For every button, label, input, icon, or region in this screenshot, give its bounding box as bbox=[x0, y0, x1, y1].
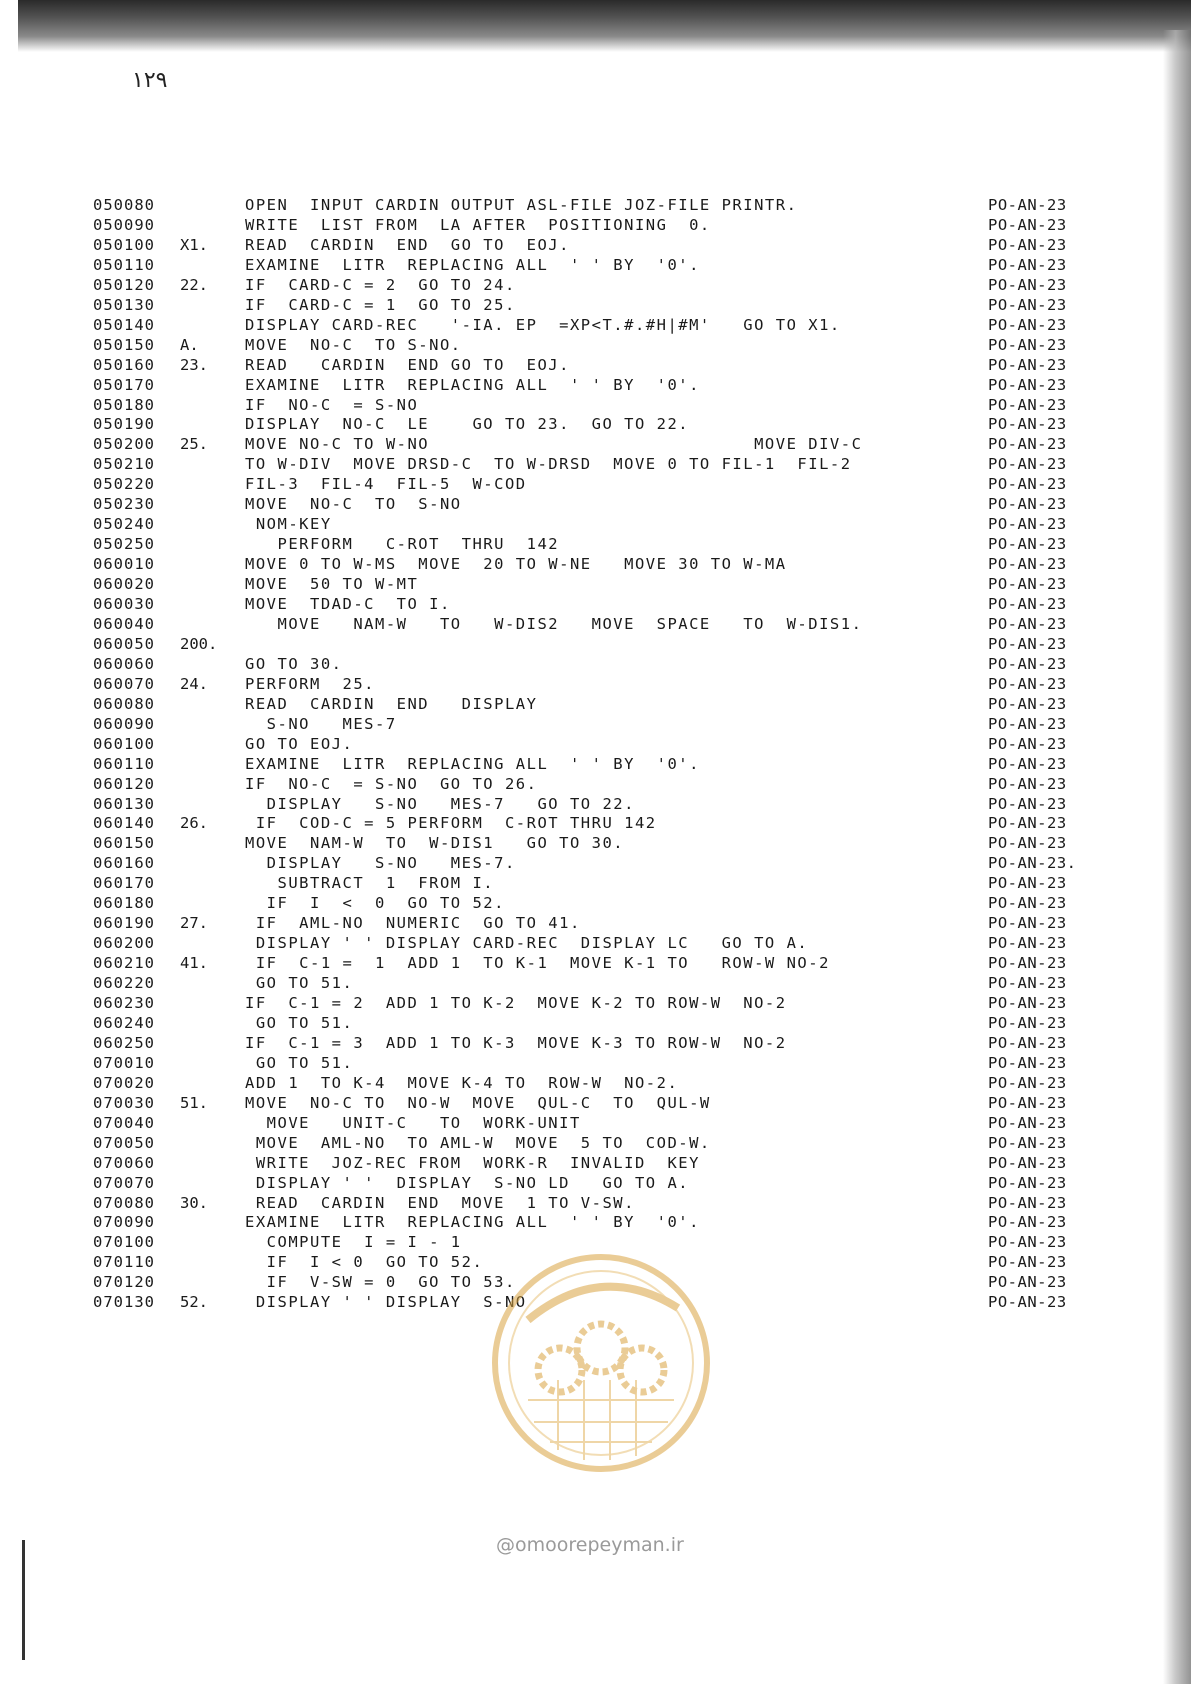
code-statement: TO W-DIV MOVE DRSD-C TO W-DRSD MOVE 0 TO FIL-1 FIL-2 bbox=[245, 455, 852, 474]
paragraph-label: 23. bbox=[180, 355, 208, 374]
program-tag: PO-AN-23 bbox=[988, 654, 1067, 673]
line-number: 070100 bbox=[93, 1233, 155, 1252]
line-number: 070090 bbox=[93, 1213, 155, 1232]
code-statement: IF COD-C = 5 PERFORM C-ROT THRU 142 bbox=[245, 814, 657, 833]
code-statement: IF NO-C = S-NO bbox=[245, 395, 419, 414]
program-tag: PO-AN-23 bbox=[988, 215, 1067, 234]
line-number: 060210 bbox=[93, 954, 155, 973]
program-tag: PO-AN-23 bbox=[988, 1053, 1067, 1072]
listing-line bbox=[0, 255, 1191, 276]
paragraph-label: A. bbox=[180, 335, 199, 354]
listing-line bbox=[0, 355, 1191, 376]
line-number: 060020 bbox=[93, 575, 155, 594]
listing-line bbox=[0, 1033, 1191, 1054]
line-number: 050140 bbox=[93, 315, 155, 334]
paragraph-label: 52. bbox=[180, 1293, 208, 1312]
listing-line bbox=[0, 494, 1191, 515]
line-number: 050080 bbox=[93, 196, 155, 214]
code-statement: MOVE NO-C TO NO-W MOVE QUL-C TO QUL-W bbox=[245, 1093, 711, 1112]
listing-line bbox=[0, 734, 1191, 755]
code-statement: EXAMINE LITR REPLACING ALL ' ' BY '0'. bbox=[245, 255, 700, 274]
program-tag: PO-AN-23 bbox=[988, 196, 1067, 214]
line-number: 060060 bbox=[93, 654, 155, 673]
line-number: 050180 bbox=[93, 395, 155, 414]
program-tag: PO-AN-23 bbox=[988, 1133, 1067, 1152]
line-number: 070020 bbox=[93, 1073, 155, 1092]
line-number: 060090 bbox=[93, 714, 155, 733]
program-tag: PO-AN-23 bbox=[988, 674, 1067, 693]
listing-line bbox=[0, 195, 1191, 216]
listing-line bbox=[0, 853, 1191, 874]
program-tag: PO-AN-23 bbox=[988, 275, 1067, 294]
line-number: 070030 bbox=[93, 1093, 155, 1112]
code-statement: GO TO 51. bbox=[245, 1053, 354, 1072]
line-number: 070010 bbox=[93, 1053, 155, 1072]
listing-line bbox=[0, 375, 1191, 396]
code-statement: IF NO-C = S-NO GO TO 26. bbox=[245, 774, 538, 793]
listing-line bbox=[0, 474, 1191, 495]
listing-line bbox=[0, 754, 1191, 775]
listing-line bbox=[0, 514, 1191, 535]
listing-line bbox=[0, 395, 1191, 416]
program-tag: PO-AN-23 bbox=[988, 634, 1067, 653]
code-statement: READ CARDIN END GO TO EOJ. bbox=[245, 355, 570, 374]
code-statement: IF CARD-C = 1 GO TO 25. bbox=[245, 295, 516, 314]
listing-line bbox=[0, 1193, 1191, 1214]
program-tag: PO-AN-23 bbox=[988, 395, 1067, 414]
listing-line bbox=[0, 794, 1191, 815]
line-number: 060100 bbox=[93, 734, 155, 753]
paragraph-label: X1. bbox=[180, 235, 208, 254]
program-tag: PO-AN-23 bbox=[988, 994, 1067, 1012]
listing-line bbox=[0, 893, 1191, 914]
program-tag: PO-AN-23 bbox=[988, 595, 1067, 613]
code-statement: IF C-1 = 2 ADD 1 TO K-2 MOVE K-2 TO ROW-W NO-2 bbox=[245, 994, 787, 1012]
line-number: 050250 bbox=[93, 535, 155, 554]
code-statement: WRITE LIST FROM LA AFTER POSITIONING 0. bbox=[245, 215, 711, 234]
listing-line bbox=[0, 674, 1191, 695]
code-statement: MOVE TDAD-C TO I. bbox=[245, 595, 451, 613]
listing-line bbox=[0, 1013, 1191, 1034]
line-number: 050160 bbox=[93, 355, 155, 374]
code-statement: IF V-SW = 0 GO TO 53. bbox=[245, 1273, 516, 1292]
line-number: 050150 bbox=[93, 335, 155, 354]
program-tag: PO-AN-23 bbox=[988, 1153, 1067, 1172]
line-number: 050090 bbox=[93, 215, 155, 234]
program-tag: PO-AN-23 bbox=[988, 1213, 1067, 1232]
program-tag: PO-AN-23 bbox=[988, 475, 1067, 494]
watermark-logo-icon bbox=[488, 1250, 714, 1476]
program-tag: PO-AN-23 bbox=[988, 235, 1067, 254]
program-tag: PO-AN-23 bbox=[988, 335, 1067, 354]
code-statement: IF CARD-C = 2 GO TO 24. bbox=[245, 275, 516, 294]
line-number: 060040 bbox=[93, 614, 155, 633]
line-number: 070130 bbox=[93, 1293, 155, 1312]
line-number: 050130 bbox=[93, 295, 155, 314]
line-number: 060140 bbox=[93, 814, 155, 833]
paragraph-label: 41. bbox=[180, 954, 208, 973]
program-tag: PO-AN-23 bbox=[988, 1013, 1067, 1032]
listing-line bbox=[0, 315, 1191, 336]
code-statement: DISPLAY ' ' DISPLAY S-NO bbox=[245, 1293, 527, 1312]
line-number: 060200 bbox=[93, 934, 155, 953]
line-number: 050210 bbox=[93, 455, 155, 474]
line-number: 060250 bbox=[93, 1033, 155, 1052]
code-statement: COMPUTE I = I - 1 bbox=[245, 1233, 462, 1252]
program-tag: PO-AN-23 bbox=[988, 974, 1067, 993]
code-statement: GO TO EOJ. bbox=[245, 734, 354, 753]
line-number: 060070 bbox=[93, 674, 155, 693]
code-statement: READ CARDIN END GO TO EOJ. bbox=[245, 235, 570, 254]
code-statement: MOVE UNIT-C TO WORK-UNIT bbox=[245, 1113, 581, 1132]
code-statement: IF I < 0 GO TO 52. bbox=[245, 894, 505, 913]
listing-line bbox=[0, 813, 1191, 834]
listing-line bbox=[0, 1212, 1191, 1233]
code-statement: IF C-1 = 1 ADD 1 TO K-1 MOVE K-1 TO ROW-W NO-2 bbox=[245, 954, 830, 973]
program-tag: PO-AN-23 bbox=[988, 1173, 1067, 1192]
line-number: 070040 bbox=[93, 1113, 155, 1132]
program-tag: PO-AN-23 bbox=[988, 1233, 1067, 1252]
program-tag: PO-AN-23 bbox=[988, 515, 1067, 534]
program-tag: PO-AN-23 bbox=[988, 1293, 1067, 1312]
program-tag: PO-AN-23 bbox=[988, 495, 1067, 514]
program-tag: PO-AN-23 bbox=[988, 575, 1067, 594]
listing-line bbox=[0, 554, 1191, 575]
program-tag: PO-AN-23 bbox=[988, 1253, 1067, 1272]
program-tag: PO-AN-23 bbox=[988, 1033, 1067, 1052]
listing-line bbox=[0, 774, 1191, 795]
listing-line bbox=[0, 1173, 1191, 1194]
line-number: 050120 bbox=[93, 275, 155, 294]
code-statement: DISPLAY CARD-REC '-IA. EP =XP<T.#.#H|#M' GO TO X1. bbox=[245, 315, 841, 334]
listing-line bbox=[0, 1053, 1191, 1074]
code-statement: IF C-1 = 3 ADD 1 TO K-3 MOVE K-3 TO ROW-W NO-2 bbox=[245, 1033, 787, 1052]
program-tag: PO-AN-23 bbox=[988, 355, 1067, 374]
program-tag: PO-AN-23 bbox=[988, 754, 1067, 773]
code-statement: NOM-KEY bbox=[245, 515, 332, 534]
code-statement: MOVE NAM-W TO W-DIS1 GO TO 30. bbox=[245, 834, 625, 853]
listing-line bbox=[0, 414, 1191, 435]
line-number: 050240 bbox=[93, 515, 155, 534]
program-tag: PO-AN-23 bbox=[988, 415, 1067, 434]
line-number: 060030 bbox=[93, 595, 155, 613]
line-number: 060240 bbox=[93, 1013, 155, 1032]
listing-line bbox=[0, 973, 1191, 994]
program-tag: PO-AN-23 bbox=[988, 315, 1067, 334]
listing-line bbox=[0, 1153, 1191, 1174]
listing-line bbox=[0, 933, 1191, 954]
program-tag: PO-AN-23 bbox=[988, 694, 1067, 713]
listing-line bbox=[0, 295, 1191, 316]
listing-line bbox=[0, 714, 1191, 735]
listing-line bbox=[0, 215, 1191, 236]
code-statement: GO TO 51. bbox=[245, 974, 354, 993]
code-statement: GO TO 51. bbox=[245, 1013, 354, 1032]
code-statement: SUBTRACT 1 FROM I. bbox=[245, 874, 495, 893]
program-tag: PO-AN-23 bbox=[988, 435, 1067, 454]
paragraph-label: 200. bbox=[180, 634, 218, 653]
program-tag: PO-AN-23 bbox=[988, 734, 1067, 753]
code-statement: MOVE NO-C TO S-NO. bbox=[245, 335, 462, 354]
paragraph-label: 22. bbox=[180, 275, 208, 294]
program-tag: PO-AN-23 bbox=[988, 1273, 1067, 1292]
line-number: 060230 bbox=[93, 994, 155, 1012]
listing-line bbox=[0, 1133, 1191, 1154]
program-tag: PO-AN-23 bbox=[988, 1193, 1067, 1212]
line-number: 070110 bbox=[93, 1253, 155, 1272]
line-number: 050110 bbox=[93, 255, 155, 274]
code-statement: MOVE NAM-W TO W-DIS2 MOVE SPACE TO W-DIS1. bbox=[245, 614, 863, 633]
listing-line bbox=[0, 614, 1191, 635]
line-number: 060160 bbox=[93, 854, 155, 873]
code-statement: IF I < 0 GO TO 52. bbox=[245, 1253, 484, 1272]
listing-line bbox=[0, 235, 1191, 256]
program-tag: PO-AN-23 bbox=[988, 934, 1067, 953]
listing-line bbox=[0, 833, 1191, 854]
code-statement: MOVE NO-C TO S-NO bbox=[245, 495, 462, 514]
code-statement: READ CARDIN END MOVE 1 TO V-SW. bbox=[245, 1193, 635, 1212]
scan-mark-left bbox=[22, 1540, 25, 1660]
listing-line bbox=[0, 654, 1191, 675]
program-tag: PO-AN-23 bbox=[988, 1113, 1067, 1132]
paragraph-label: 24. bbox=[180, 674, 208, 693]
line-number: 060080 bbox=[93, 694, 155, 713]
program-tag: PO-AN-23 bbox=[988, 295, 1067, 314]
code-statement: EXAMINE LITR REPLACING ALL ' ' BY '0'. bbox=[245, 375, 700, 394]
listing-line bbox=[0, 873, 1191, 894]
program-tag: PO-AN-23. bbox=[988, 854, 1077, 873]
code-statement: READ CARDIN END DISPLAY bbox=[245, 694, 538, 713]
line-number: 060170 bbox=[93, 874, 155, 893]
scan-edge-top bbox=[18, 0, 1191, 52]
program-tag: PO-AN-23 bbox=[988, 794, 1067, 813]
code-statement: DISPLAY ' ' DISPLAY S-NO LD GO TO A. bbox=[245, 1173, 690, 1192]
line-number: 060010 bbox=[93, 555, 155, 574]
listing-line bbox=[0, 534, 1191, 555]
line-number: 060150 bbox=[93, 834, 155, 853]
line-number: 050200 bbox=[93, 435, 155, 454]
code-statement: PERFORM 25. bbox=[245, 674, 375, 693]
paragraph-label: 51. bbox=[180, 1093, 208, 1112]
listing-line bbox=[0, 913, 1191, 934]
program-tag: PO-AN-23 bbox=[988, 814, 1067, 833]
code-statement: DISPLAY S-NO MES-7. bbox=[245, 854, 516, 873]
code-statement: MOVE AML-NO TO AML-W MOVE 5 TO COD-W. bbox=[245, 1133, 711, 1152]
program-tag: PO-AN-23 bbox=[988, 1073, 1067, 1092]
program-tag: PO-AN-23 bbox=[988, 914, 1067, 933]
line-number: 060130 bbox=[93, 794, 155, 813]
program-tag: PO-AN-23 bbox=[988, 834, 1067, 853]
listing-line bbox=[0, 574, 1191, 595]
paragraph-label: 26. bbox=[180, 814, 208, 833]
watermark-caption: @omoorepeyman.ir bbox=[496, 1534, 684, 1556]
listing-line bbox=[0, 1113, 1191, 1134]
code-statement: MOVE NO-C TO W-NO MOVE DIV-C bbox=[245, 435, 863, 454]
listing-line bbox=[0, 953, 1191, 974]
code-statement: DISPLAY NO-C LE GO TO 23. GO TO 22. bbox=[245, 415, 690, 434]
code-statement: DISPLAY ' ' DISPLAY CARD-REC DISPLAY LC GO TO A. bbox=[245, 934, 809, 953]
code-statement: FIL-3 FIL-4 FIL-5 W-COD bbox=[245, 475, 527, 494]
line-number: 070060 bbox=[93, 1153, 155, 1172]
listing-line bbox=[0, 335, 1191, 356]
program-tag: PO-AN-23 bbox=[988, 1093, 1067, 1112]
code-statement: EXAMINE LITR REPLACING ALL ' ' BY '0'. bbox=[245, 754, 700, 773]
listing-line bbox=[0, 594, 1191, 615]
line-number: 060190 bbox=[93, 914, 155, 933]
line-number: 060050 bbox=[93, 634, 155, 653]
code-statement: S-NO MES-7 bbox=[245, 714, 397, 733]
listing-line bbox=[0, 454, 1191, 475]
line-number: 060120 bbox=[93, 774, 155, 793]
code-statement: EXAMINE LITR REPLACING ALL ' ' BY '0'. bbox=[245, 1213, 700, 1232]
line-number: 070070 bbox=[93, 1173, 155, 1192]
paragraph-label: 30. bbox=[180, 1193, 208, 1212]
listing-line bbox=[0, 634, 1191, 655]
code-statement: DISPLAY S-NO MES-7 GO TO 22. bbox=[245, 794, 635, 813]
line-number: 050170 bbox=[93, 375, 155, 394]
code-statement: MOVE 0 TO W-MS MOVE 20 TO W-NE MOVE 30 TO W-MA bbox=[245, 555, 787, 574]
page-number: ۱۲۹ bbox=[132, 68, 168, 93]
line-number: 050220 bbox=[93, 475, 155, 494]
listing-line bbox=[0, 434, 1191, 455]
code-statement: GO TO 30. bbox=[245, 654, 343, 673]
line-number: 050190 bbox=[93, 415, 155, 434]
line-number: 060110 bbox=[93, 754, 155, 773]
listing-line bbox=[0, 1073, 1191, 1094]
code-statement: WRITE JOZ-REC FROM WORK-R INVALID KEY bbox=[245, 1153, 700, 1172]
program-tag: PO-AN-23 bbox=[988, 255, 1067, 274]
program-tag: PO-AN-23 bbox=[988, 774, 1067, 793]
line-number: 050100 bbox=[93, 235, 155, 254]
listing-line bbox=[0, 694, 1191, 715]
line-number: 050230 bbox=[93, 495, 155, 514]
program-tag: PO-AN-23 bbox=[988, 874, 1067, 893]
listing-line bbox=[0, 1093, 1191, 1114]
line-number: 070080 bbox=[93, 1193, 155, 1212]
code-statement: MOVE 50 TO W-MT bbox=[245, 575, 419, 594]
code-statement: PERFORM C-ROT THRU 142 bbox=[245, 535, 560, 554]
code-statement: IF AML-NO NUMERIC GO TO 41. bbox=[245, 914, 581, 933]
line-number: 060220 bbox=[93, 974, 155, 993]
program-tag: PO-AN-23 bbox=[988, 375, 1067, 394]
line-number: 070050 bbox=[93, 1133, 155, 1152]
code-statement: ADD 1 TO K-4 MOVE K-4 TO ROW-W NO-2. bbox=[245, 1073, 679, 1092]
listing-line bbox=[0, 993, 1191, 1014]
program-tag: PO-AN-23 bbox=[988, 555, 1067, 574]
program-tag: PO-AN-23 bbox=[988, 535, 1067, 554]
line-number: 060180 bbox=[93, 894, 155, 913]
program-tag: PO-AN-23 bbox=[988, 614, 1067, 633]
program-tag: PO-AN-23 bbox=[988, 954, 1067, 973]
program-tag: PO-AN-23 bbox=[988, 894, 1067, 913]
paragraph-label: 27. bbox=[180, 914, 208, 933]
program-tag: PO-AN-23 bbox=[988, 455, 1067, 474]
paragraph-label: 25. bbox=[180, 435, 208, 454]
listing-line bbox=[0, 275, 1191, 296]
code-statement: OPEN INPUT CARDIN OUTPUT ASL-FILE JOZ-FILE PRINTR. bbox=[245, 196, 798, 214]
line-number: 070120 bbox=[93, 1273, 155, 1292]
program-tag: PO-AN-23 bbox=[988, 714, 1067, 733]
